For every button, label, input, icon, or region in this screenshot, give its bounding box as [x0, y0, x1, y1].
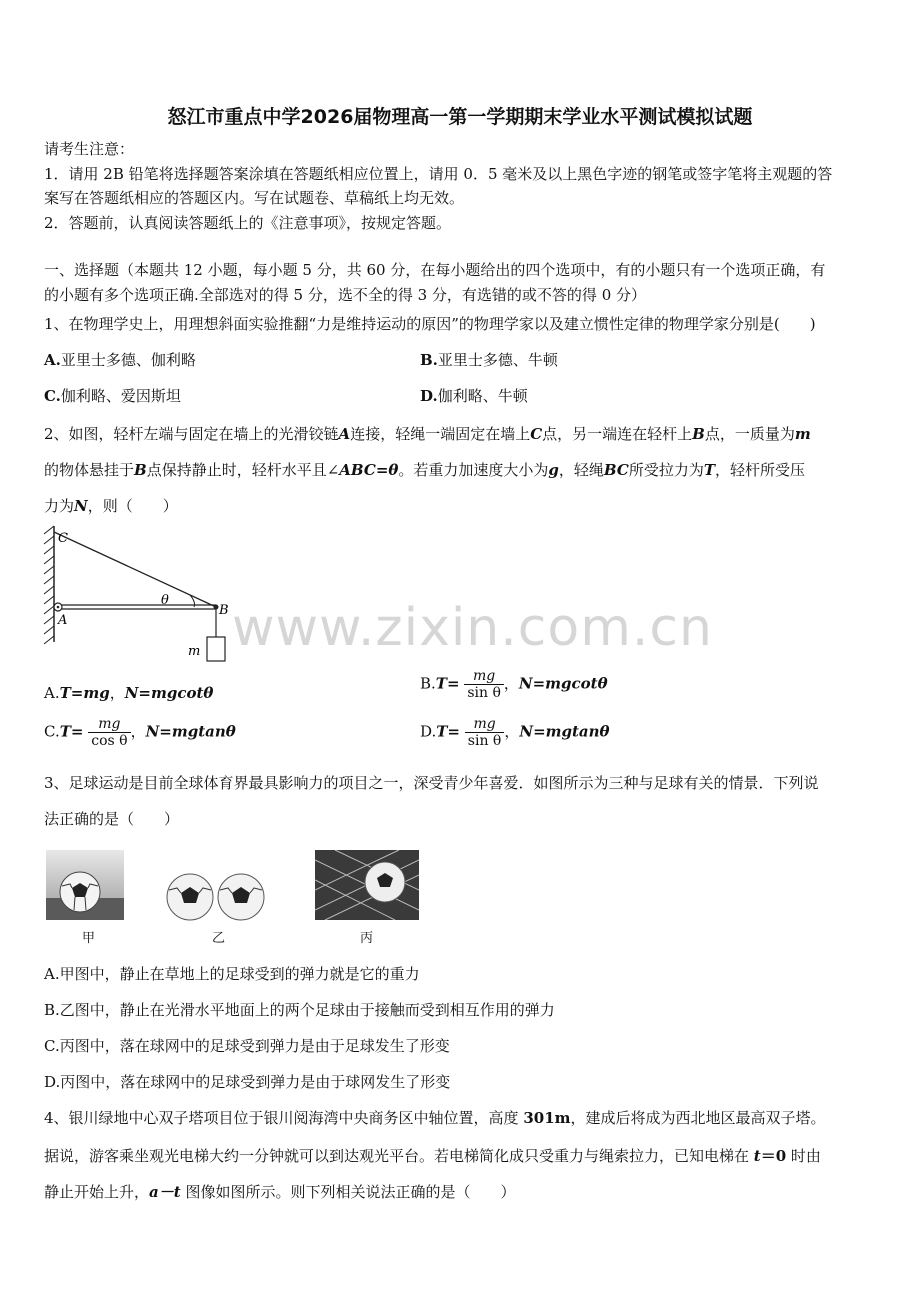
question-1-option-a: A.亚里士多德、伽利略 [44, 351, 196, 369]
question-1-stem: 1、在物理学史上，用理想斜面实验推翻“力是维持运动的原因”的物理学家以及建立惯性定律的物理学家分别是( ) [44, 315, 816, 333]
rod-rope-diagram [40, 522, 240, 667]
label-c: C [58, 531, 68, 546]
question-2-option-a: A.T=mg，N=mgcotθ [44, 684, 214, 702]
section-intro-2: 的小题有多个选项正确.全部选对的得 5 分，选不全的得 3 分，有选错的或不答的得 0 分） [44, 286, 647, 304]
watermark: www.zixin.com.cn [232, 598, 713, 658]
question-4-stem-2: 据说，游客乘坐观光电梯大约一分钟就可以到达观光平台。若电梯简化成只受重力与绳索拉力，已知电梯在 t＝0 时由 [44, 1147, 821, 1165]
label-b: B [219, 603, 229, 618]
question-3-stem-2: 法正确的是（ ） [44, 810, 180, 828]
caption-jia: 甲 [82, 931, 96, 946]
caption-yi: 乙 [212, 931, 226, 946]
rope-bc [54, 532, 216, 607]
question-2-stem-1: 2、如图，轻杆左端与固定在墙上的光滑铰链A连接，轻绳一端固定在墙上C点，另一端连在轻杆上B点，一质量为m [44, 425, 811, 443]
question-2-option-c: C.T= $\frac{mg}{\text{cos θ}}$ ，N=mgtanθ [44, 716, 236, 749]
question-4-stem-3: 静止开始上升，a－t 图像如图所示。则下列相关说法正确的是（ ） [44, 1183, 516, 1201]
label-theta: θ [161, 593, 169, 608]
football-in-net-photo [315, 850, 419, 920]
notice-heading: 请考生注意： [44, 140, 135, 158]
question-3-option-d: D.丙图中，落在球网中的足球受到弹力是由于球网发生了形变 [44, 1073, 451, 1091]
page-title: 怒江市重点中学2026届物理高一第一学期期末学业水平测试模拟试题 [167, 106, 753, 128]
notice-line-1a: 1．请用 2B 铅笔将选择题答案涂填在答题纸相应位置上，请用 0．5 毫米及以上黑色字迹的钢笔或签字笔将主观题的答 [44, 165, 833, 183]
question-1-option-d: D.伽利略、牛顿 [420, 387, 528, 405]
question-4-stem-1: 4、银川绿地中心双子塔项目位于银川阅海湾中央商务区中轴位置，高度 301m，建成后将成为西北地区最高双子塔。 [44, 1109, 826, 1127]
question-1-option-c: C.伽利略、爱因斯坦 [44, 387, 181, 405]
question-2-option-b: B.T= $\frac{mg}{\text{sin θ}}$ ，N=mgcotθ [420, 668, 608, 701]
question-3-option-b: B.乙图中，静止在光滑水平地面上的两个足球由于接触而受到相互作用的弹力 [44, 1001, 555, 1019]
question-2-option-d: D.T= $\frac{mg}{\text{sin θ}}$ ，N=mgtanθ [420, 716, 610, 749]
question-2-stem-3: 力为N，则（ ） [44, 497, 178, 515]
question-3-option-c: C.丙图中，落在球网中的足球受到弹力是由于足球发生了形变 [44, 1037, 450, 1055]
notice-line-1b: 案写在答题纸相应的答题区内。写在试题卷、草稿纸上均无效。 [44, 189, 465, 207]
mass-block [207, 637, 225, 661]
notice-line-2: 2．答题前，认真阅读答题纸上的《注意事项》，按规定答题。 [44, 214, 452, 232]
label-a: A [58, 613, 68, 628]
question-1-option-b: B.亚里士多德、牛顿 [420, 351, 558, 369]
section-intro-1: 一、选择题（本题共 12 小题，每小题 5 分，共 60 分，在每小题给出的四个选项中，有的小题只有一个选项正确，有 [44, 261, 826, 279]
football-on-grass-photo [46, 850, 124, 920]
caption-bing: 丙 [360, 931, 374, 946]
question-3-stem-1: 3、足球运动是目前全球体育界最具影响力的项目之一，深受青少年喜爱．如图所示为三种与足球有关的情景．下列说 [44, 774, 819, 792]
two-footballs-photo [165, 872, 267, 922]
question-3-option-a: A.甲图中，静止在草地上的足球受到的弹力就是它的重力 [44, 965, 420, 983]
wall-hatching [44, 526, 54, 644]
question-2-stem-2: 的物体悬挂于B点保持静止时，轻杆水平且∠ABC=θ。若重力加速度大小为g，轻绳BC所受拉力为T，轻杆所受压 [44, 461, 806, 479]
label-m: m [188, 644, 201, 659]
